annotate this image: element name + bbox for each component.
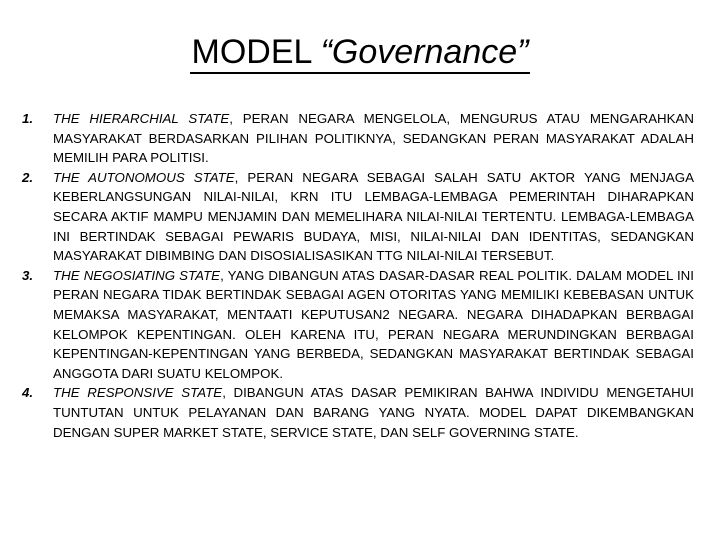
item-name: THE AUTONOMOUS STATE [53, 169, 235, 185]
item-text: , DIBANGUN ATAS DASAR PEMIKIRAN BAHWA INDIVIDU MENGETAHUI TUNTUTAN UNTUK PELAYANAN DAN BARANG YANG NYATA. MODEL DAPAT DIKEMBANGKAN DENGAN SUPER MARKET STATE, SERVICE STATE, DAN SELF GOVERNING STATE. [53, 385, 694, 440]
item-body [53, 266, 694, 384]
item-name: THE RESPONSIVE STATE [53, 385, 223, 401]
item-body [53, 383, 694, 442]
item-body [53, 109, 694, 168]
governance-model-list [22, 109, 694, 442]
title-italic: “Governance” [320, 33, 529, 71]
list-item [22, 266, 694, 384]
list-item [22, 109, 694, 168]
item-number: 1. [22, 111, 34, 126]
slide-title [0, 30, 720, 74]
item-text: , PERAN NEGARA SEBAGAI SALAH SATU AKTOR YANG MENJAGA KEBERLANGSUNGAN NILAI-NILAI, KRN ITU LEMBAGA-LEMBAGA PEMERINTAH DIHARAPKAN SECARA AKTIF MAMPU MENJAMIN DAN MEMELIHARA NILAI-NILAI TERTENTU. LEMBAGA-LEMBAGA INI BERTINDAK SEBAGAI PEWARIS BUDAYA, MISI, NILAI-NILAI DAN IDENTITAS, SEDANGKAN MASYARAKAT DIBIMBING DAN DISOSIALISASIKAN TTG NILAI-NILAI TERSEBUT. [53, 169, 694, 264]
title-plain: MODEL [191, 33, 321, 71]
item-name: THE HIERARCHIAL STATE [53, 111, 230, 126]
title-underline [190, 32, 531, 74]
item-number: 2. [22, 169, 34, 185]
item-number: 4. [22, 385, 34, 401]
item-number: 3. [22, 267, 34, 283]
item-text: , PERAN NEGARA MENGELOLA, MENGURUS ATAU MENGARAHKAN MASYARAKAT BERDASARKAN PILIHAN POLITIKNYA, SEDANGKAN PERAN MASYARAKAT ADALAH MEMILIH PARA POLITISI. [53, 111, 695, 166]
list-item [22, 383, 694, 442]
item-text: , YANG DIBANGUN ATAS DASAR-DASAR REAL POLITIK. DALAM MODEL INI PERAN NEGARA TIDAK BERTINDAK SEBAGAI AGEN OTORITAS YANG MEMILIKI KEBEBASAN UNTUK MEMAKSA MASYARAKAT, MENTAATI KEPUTUSAN2 NEGARA. NEGARA DIHADAPKAN BERBAGAI KELOMPOK KEPENTINGAN. OLEH KARENA ITU, PERAN NEGARA MERUNDINGKAN BERBAGAI KEPENTINGAN-KEPENTINGAN YANG BERBEDA, SEDANGKAN MASYARAKAT BERTINDAK SEBAGAI ANGGOTA DARI SUATU KELOMPOK. [53, 267, 694, 381]
item-name: THE NEGOSIATING STATE [53, 267, 221, 283]
item-body [53, 168, 694, 266]
list-item [22, 168, 694, 266]
